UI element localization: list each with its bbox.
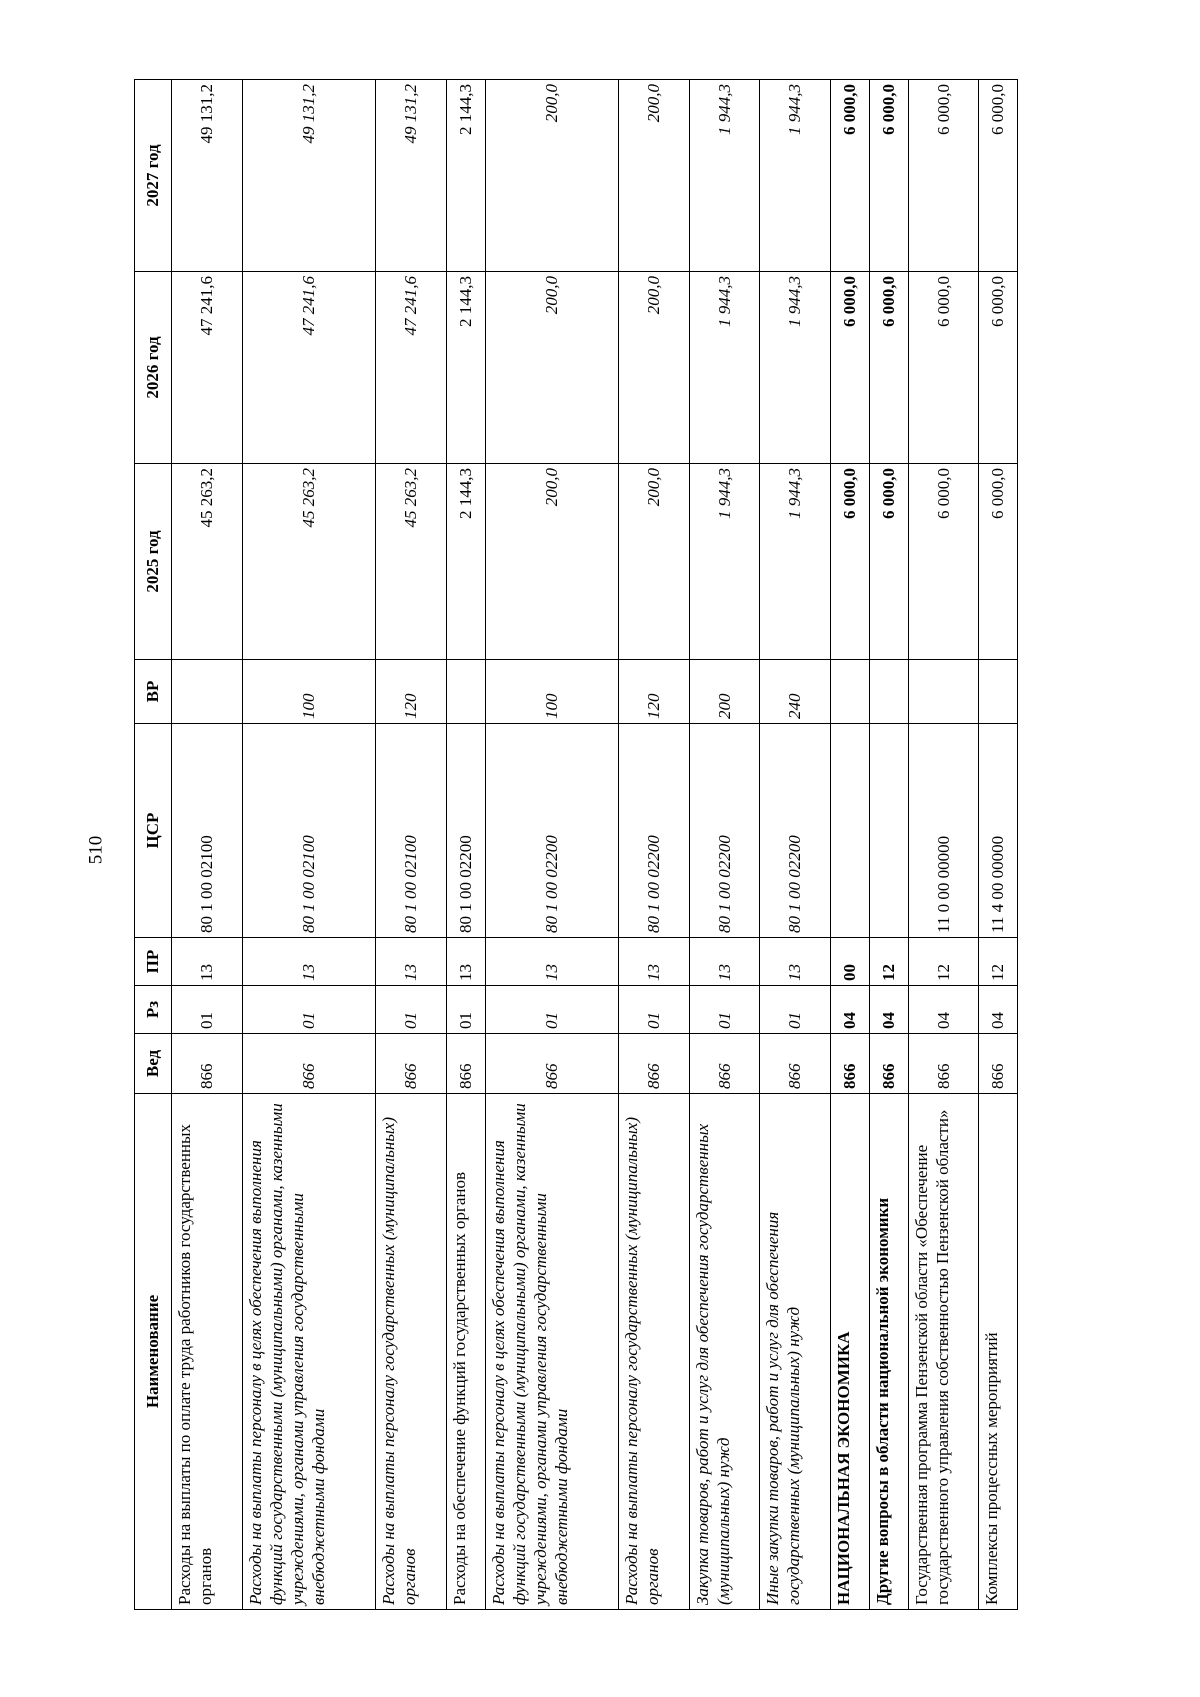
header-name: Наименование xyxy=(135,1094,172,1610)
cell-rz: 04 xyxy=(830,986,869,1034)
cell-y2027: 200,0 xyxy=(619,80,690,272)
cell-csr: 80 1 00 02100 xyxy=(172,724,243,938)
cell-ved: 866 xyxy=(760,1034,831,1094)
cell-y2026: 2 144,3 xyxy=(446,272,485,464)
cell-y2027: 2 144,3 xyxy=(446,80,485,272)
cell-name: Расходы на выплаты персоналу в целях обеспечения выполнения функций государственными (муниципальными) органами, казенными учреждениями, органами управления государственными внебюджетными фондами xyxy=(242,1094,376,1610)
header-vr: ВР xyxy=(135,660,172,724)
table-row xyxy=(172,80,243,1610)
cell-vr: 120 xyxy=(376,660,447,724)
cell-y2027: 6 000,0 xyxy=(869,80,908,272)
table-row xyxy=(830,80,869,1610)
cell-y2027: 1 944,3 xyxy=(689,80,760,272)
table-header-row xyxy=(135,80,172,1610)
cell-rz: 04 xyxy=(979,986,1018,1034)
header-rz: Рз xyxy=(135,986,172,1034)
page-number xyxy=(83,832,109,868)
table-row xyxy=(376,80,447,1610)
cell-y2025: 6 000,0 xyxy=(830,464,869,660)
table-row xyxy=(485,80,619,1610)
cell-y2026: 6 000,0 xyxy=(830,272,869,464)
cell-y2027: 6 000,0 xyxy=(908,80,979,272)
table-row xyxy=(446,80,485,1610)
cell-ved: 866 xyxy=(908,1034,979,1094)
cell-vr: 100 xyxy=(242,660,376,724)
cell-y2026: 1 944,3 xyxy=(760,272,831,464)
cell-csr: 80 1 00 02100 xyxy=(376,724,447,938)
cell-name: Другие вопросы в области национальной экономики xyxy=(869,1094,908,1610)
cell-csr: 11 4 00 00000 xyxy=(979,724,1018,938)
cell-y2026: 1 944,3 xyxy=(689,272,760,464)
cell-y2026: 47 241,6 xyxy=(242,272,376,464)
cell-name: Расходы на выплаты персоналу государственных (муниципальных) органов xyxy=(376,1094,447,1610)
cell-y2025: 6 000,0 xyxy=(979,464,1018,660)
cell-ved: 866 xyxy=(446,1034,485,1094)
cell-csr: 80 1 00 02200 xyxy=(446,724,485,938)
header-ved: Вед xyxy=(135,1034,172,1094)
budget-table-wrapper xyxy=(134,80,1018,1610)
cell-ved: 866 xyxy=(485,1034,619,1094)
cell-y2026: 47 241,6 xyxy=(376,272,447,464)
header-pr: ПР xyxy=(135,938,172,986)
cell-y2027: 49 131,2 xyxy=(172,80,243,272)
cell-vr: 100 xyxy=(485,660,619,724)
cell-y2026: 6 000,0 xyxy=(869,272,908,464)
cell-pr: 13 xyxy=(619,938,690,986)
table-body xyxy=(172,80,1018,1610)
cell-rz: 01 xyxy=(760,986,831,1034)
cell-y2027: 49 131,2 xyxy=(242,80,376,272)
cell-rz: 01 xyxy=(376,986,447,1034)
cell-y2025: 1 944,3 xyxy=(689,464,760,660)
cell-csr xyxy=(869,724,908,938)
cell-pr: 13 xyxy=(446,938,485,986)
cell-ved: 866 xyxy=(830,1034,869,1094)
header-2026: 2026 год xyxy=(135,272,172,464)
cell-ved: 866 xyxy=(242,1034,376,1094)
cell-csr: 80 1 00 02200 xyxy=(485,724,619,938)
cell-y2025: 200,0 xyxy=(619,464,690,660)
cell-y2027: 200,0 xyxy=(485,80,619,272)
header-2025: 2025 год xyxy=(135,464,172,660)
cell-rz: 01 xyxy=(619,986,690,1034)
cell-y2026: 200,0 xyxy=(485,272,619,464)
cell-name: Государственная программа Пензенской области «Обеспечение государственного управления собственностью Пензенской области» xyxy=(908,1094,979,1610)
cell-y2027: 49 131,2 xyxy=(376,80,447,272)
cell-pr: 13 xyxy=(172,938,243,986)
cell-y2026: 6 000,0 xyxy=(908,272,979,464)
table-row xyxy=(908,80,979,1610)
cell-rz: 01 xyxy=(689,986,760,1034)
cell-y2025: 200,0 xyxy=(485,464,619,660)
table-row xyxy=(619,80,690,1610)
cell-vr: 120 xyxy=(619,660,690,724)
cell-pr: 13 xyxy=(376,938,447,986)
cell-vr xyxy=(172,660,243,724)
cell-y2026: 47 241,6 xyxy=(172,272,243,464)
cell-csr: 80 1 00 02200 xyxy=(619,724,690,938)
cell-pr: 12 xyxy=(869,938,908,986)
cell-vr xyxy=(446,660,485,724)
cell-name: Расходы на выплаты персоналу в целях обеспечения выполнения функций государственными (муниципальными) органами, казенными учреждениями, органами управления государственными внебюджетными фондами xyxy=(485,1094,619,1610)
cell-y2025: 45 263,2 xyxy=(172,464,243,660)
table-row xyxy=(242,80,376,1610)
cell-vr xyxy=(908,660,979,724)
cell-csr: 80 1 00 02200 xyxy=(760,724,831,938)
cell-y2025: 6 000,0 xyxy=(869,464,908,660)
cell-rz: 04 xyxy=(908,986,979,1034)
table-row xyxy=(760,80,831,1610)
cell-name: НАЦИОНАЛЬНАЯ ЭКОНОМИКА xyxy=(830,1094,869,1610)
cell-name: Комплексы процессных мероприятий xyxy=(979,1094,1018,1610)
header-csr: ЦСР xyxy=(135,724,172,938)
cell-name: Закупка товаров, работ и услуг для обеспечения государственных (муниципальных) нужд xyxy=(689,1094,760,1610)
cell-csr: 11 0 00 00000 xyxy=(908,724,979,938)
cell-y2026: 200,0 xyxy=(619,272,690,464)
cell-vr xyxy=(869,660,908,724)
header-2027: 2027 год xyxy=(135,80,172,272)
cell-y2027: 6 000,0 xyxy=(830,80,869,272)
cell-name: Расходы на выплаты персоналу государственных (муниципальных) органов xyxy=(619,1094,690,1610)
cell-pr: 13 xyxy=(485,938,619,986)
cell-name: Расходы на выплаты по оплате труда работников государственных органов xyxy=(172,1094,243,1610)
cell-y2027: 1 944,3 xyxy=(760,80,831,272)
cell-y2025: 45 263,2 xyxy=(242,464,376,660)
cell-csr xyxy=(830,724,869,938)
cell-ved: 866 xyxy=(869,1034,908,1094)
cell-rz: 01 xyxy=(242,986,376,1034)
cell-ved: 866 xyxy=(376,1034,447,1094)
cell-pr: 12 xyxy=(979,938,1018,986)
cell-y2025: 6 000,0 xyxy=(908,464,979,660)
cell-pr: 12 xyxy=(908,938,979,986)
cell-name: Расходы на обеспечение функций государственных органов xyxy=(446,1094,485,1610)
cell-pr: 13 xyxy=(689,938,760,986)
cell-csr: 80 1 00 02200 xyxy=(689,724,760,938)
cell-vr: 240 xyxy=(760,660,831,724)
cell-y2025: 2 144,3 xyxy=(446,464,485,660)
cell-rz: 01 xyxy=(172,986,243,1034)
cell-pr: 13 xyxy=(242,938,376,986)
cell-rz: 01 xyxy=(446,986,485,1034)
table-row xyxy=(689,80,760,1610)
cell-ved: 866 xyxy=(172,1034,243,1094)
cell-csr: 80 1 00 02100 xyxy=(242,724,376,938)
budget-table xyxy=(134,79,1018,1610)
page-number-text: 510 xyxy=(85,835,106,865)
cell-rz: 04 xyxy=(869,986,908,1034)
cell-y2025: 45 263,2 xyxy=(376,464,447,660)
table-row xyxy=(869,80,908,1610)
cell-vr xyxy=(979,660,1018,724)
cell-y2025: 1 944,3 xyxy=(760,464,831,660)
cell-vr: 200 xyxy=(689,660,760,724)
cell-ved: 866 xyxy=(689,1034,760,1094)
cell-name: Иные закупки товаров, работ и услуг для обеспечения государственных (муниципальных) нужд xyxy=(760,1094,831,1610)
cell-ved: 866 xyxy=(619,1034,690,1094)
cell-rz: 01 xyxy=(485,986,619,1034)
table-row xyxy=(979,80,1018,1610)
cell-y2027: 6 000,0 xyxy=(979,80,1018,272)
cell-pr: 00 xyxy=(830,938,869,986)
cell-pr: 13 xyxy=(760,938,831,986)
cell-ved: 866 xyxy=(979,1034,1018,1094)
cell-vr xyxy=(830,660,869,724)
cell-y2026: 6 000,0 xyxy=(979,272,1018,464)
